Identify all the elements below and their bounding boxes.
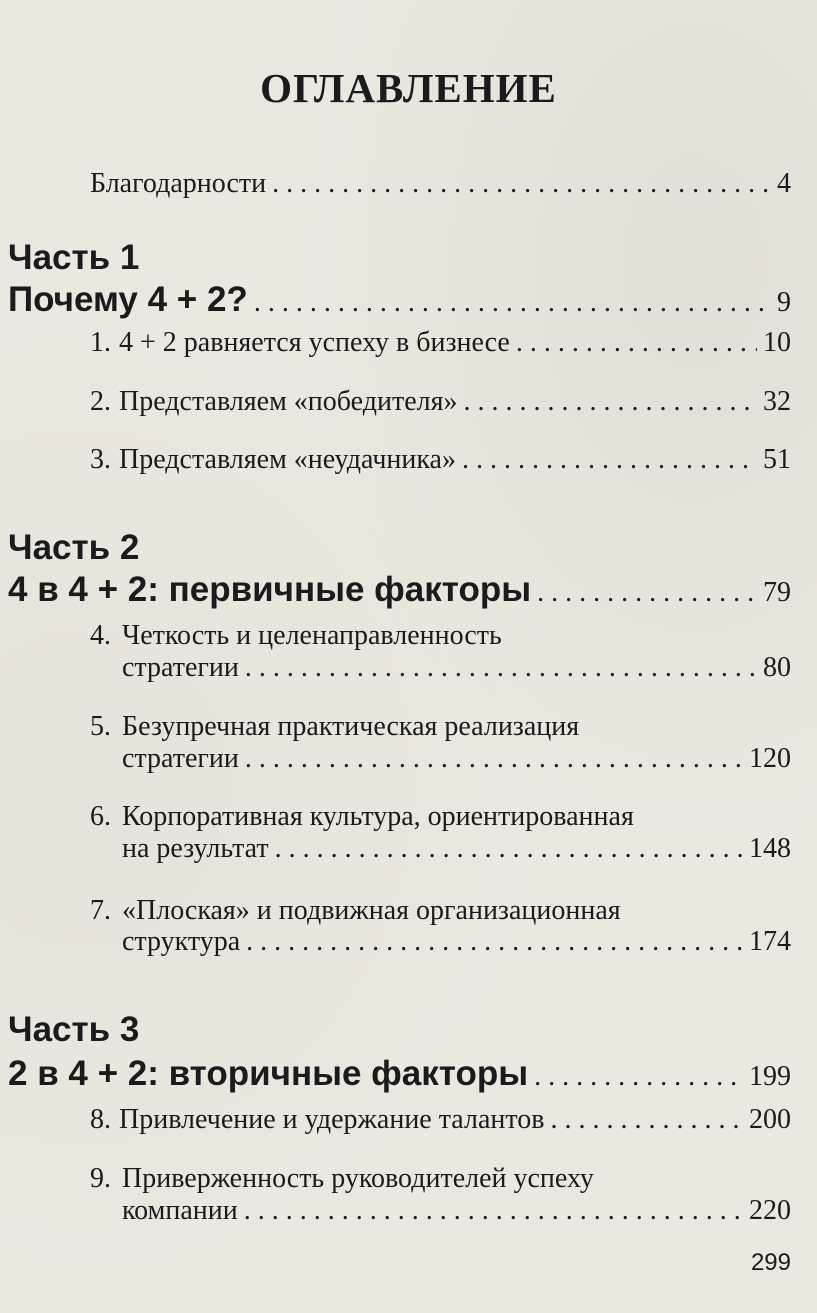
toc-page-number: 174 (749, 926, 791, 957)
toc-entry-chapter-5-continued (122, 743, 791, 775)
toc-page-number: 32 (763, 386, 791, 417)
leader-dots (516, 327, 757, 359)
toc-entry-chapter-8 (90, 1104, 791, 1136)
part-title-row (8, 570, 791, 610)
chapter-number: 1. (90, 327, 111, 358)
part-title-row (8, 280, 791, 320)
chapter-title-line-2: на результат (122, 833, 269, 864)
leader-dots (550, 1104, 743, 1136)
part-title: 2 в 4 + 2: вторичные факторы (8, 1054, 529, 1093)
toc-page-number: 79 (763, 577, 791, 608)
chapter-number: 6. (90, 801, 111, 832)
leader-dots (245, 743, 743, 775)
chapter-number: 2. (90, 386, 111, 417)
toc-page-number: 51 (763, 444, 791, 475)
page-title: ОГЛАВЛЕНИЕ (260, 65, 557, 111)
chapter-title: 4 + 2 равняется успеху в бизнесе (119, 327, 510, 358)
part-heading: Часть 1 (8, 238, 140, 277)
chapter-title-line-1: Корпоративная культура, ориентированная (122, 801, 634, 832)
chapter-number: 4. (90, 620, 111, 651)
toc-entry-chapter-9 (90, 1163, 594, 1195)
leader-dots (275, 833, 743, 865)
toc-entry-chapter-1 (90, 327, 791, 359)
chapter-title: Привлечение и удержание талантов (119, 1104, 545, 1135)
toc-page-number: 148 (749, 833, 791, 864)
toc-page-number: 199 (749, 1061, 791, 1092)
part-heading: Часть 2 (8, 528, 140, 567)
toc-entry-chapter-9-continued (122, 1195, 791, 1227)
leader-dots (537, 577, 757, 609)
chapter-title-line-1: «Плоская» и подвижная организационная (122, 895, 621, 926)
toc-entry-chapter-3 (90, 444, 791, 476)
toc-entry-chapter-6-continued (122, 833, 791, 865)
toc-entry-label: Благодарности (90, 168, 267, 199)
toc-page-number: 10 (763, 327, 791, 358)
leader-dots (246, 926, 743, 958)
chapter-title-line-2: компании (122, 1195, 238, 1226)
page-number: 299 (750, 1249, 791, 1276)
leader-dots (272, 168, 771, 200)
part-heading: Часть 3 (8, 1010, 140, 1049)
chapter-number: 9. (90, 1163, 111, 1194)
leader-dots (463, 386, 757, 418)
chapter-number: 7. (90, 895, 111, 926)
part-title: Почему 4 + 2? (8, 280, 248, 319)
toc-entry-chapter-2 (90, 386, 791, 418)
chapter-number: 8. (90, 1104, 111, 1135)
chapter-title-line-2: стратегии (122, 743, 239, 774)
chapter-title-line-1: Приверженность руководителей успеху (122, 1163, 594, 1194)
toc-entry-preface (90, 168, 791, 200)
chapter-number: 5. (90, 711, 111, 742)
toc-page-number: 9 (777, 287, 791, 318)
chapter-title: Представляем «победителя» (119, 386, 458, 417)
leader-dots (245, 652, 757, 684)
leader-dots (254, 287, 771, 319)
part-title: 4 в 4 + 2: первичные факторы (8, 570, 532, 609)
toc-entry-chapter-4 (90, 620, 502, 652)
toc-page-number: 200 (749, 1104, 791, 1135)
toc-entry-chapter-4-continued (122, 652, 791, 684)
part-title-row (8, 1054, 791, 1094)
leader-dots (462, 444, 757, 476)
toc-entry-chapter-5 (90, 711, 579, 743)
chapter-title: Представляем «неудачника» (119, 444, 456, 475)
chapter-title-line-1: Четкость и целенаправленность (122, 620, 502, 651)
leader-dots (244, 1195, 743, 1227)
leader-dots (534, 1061, 743, 1093)
chapter-title-line-1: Безупречная практическая реализация (122, 711, 580, 742)
chapter-title-line-2: стратегии (122, 652, 239, 683)
toc-entry-chapter-6 (90, 801, 634, 833)
chapter-title-line-2: структура (122, 926, 241, 957)
toc-entry-chapter-7 (90, 895, 621, 927)
toc-page-number: 80 (763, 652, 791, 683)
toc-page-number: 120 (749, 743, 791, 774)
toc-page-number: 220 (749, 1195, 791, 1226)
toc-page-number: 4 (777, 168, 791, 199)
toc-entry-chapter-7-continued (122, 926, 791, 958)
chapter-number: 3. (90, 444, 111, 475)
